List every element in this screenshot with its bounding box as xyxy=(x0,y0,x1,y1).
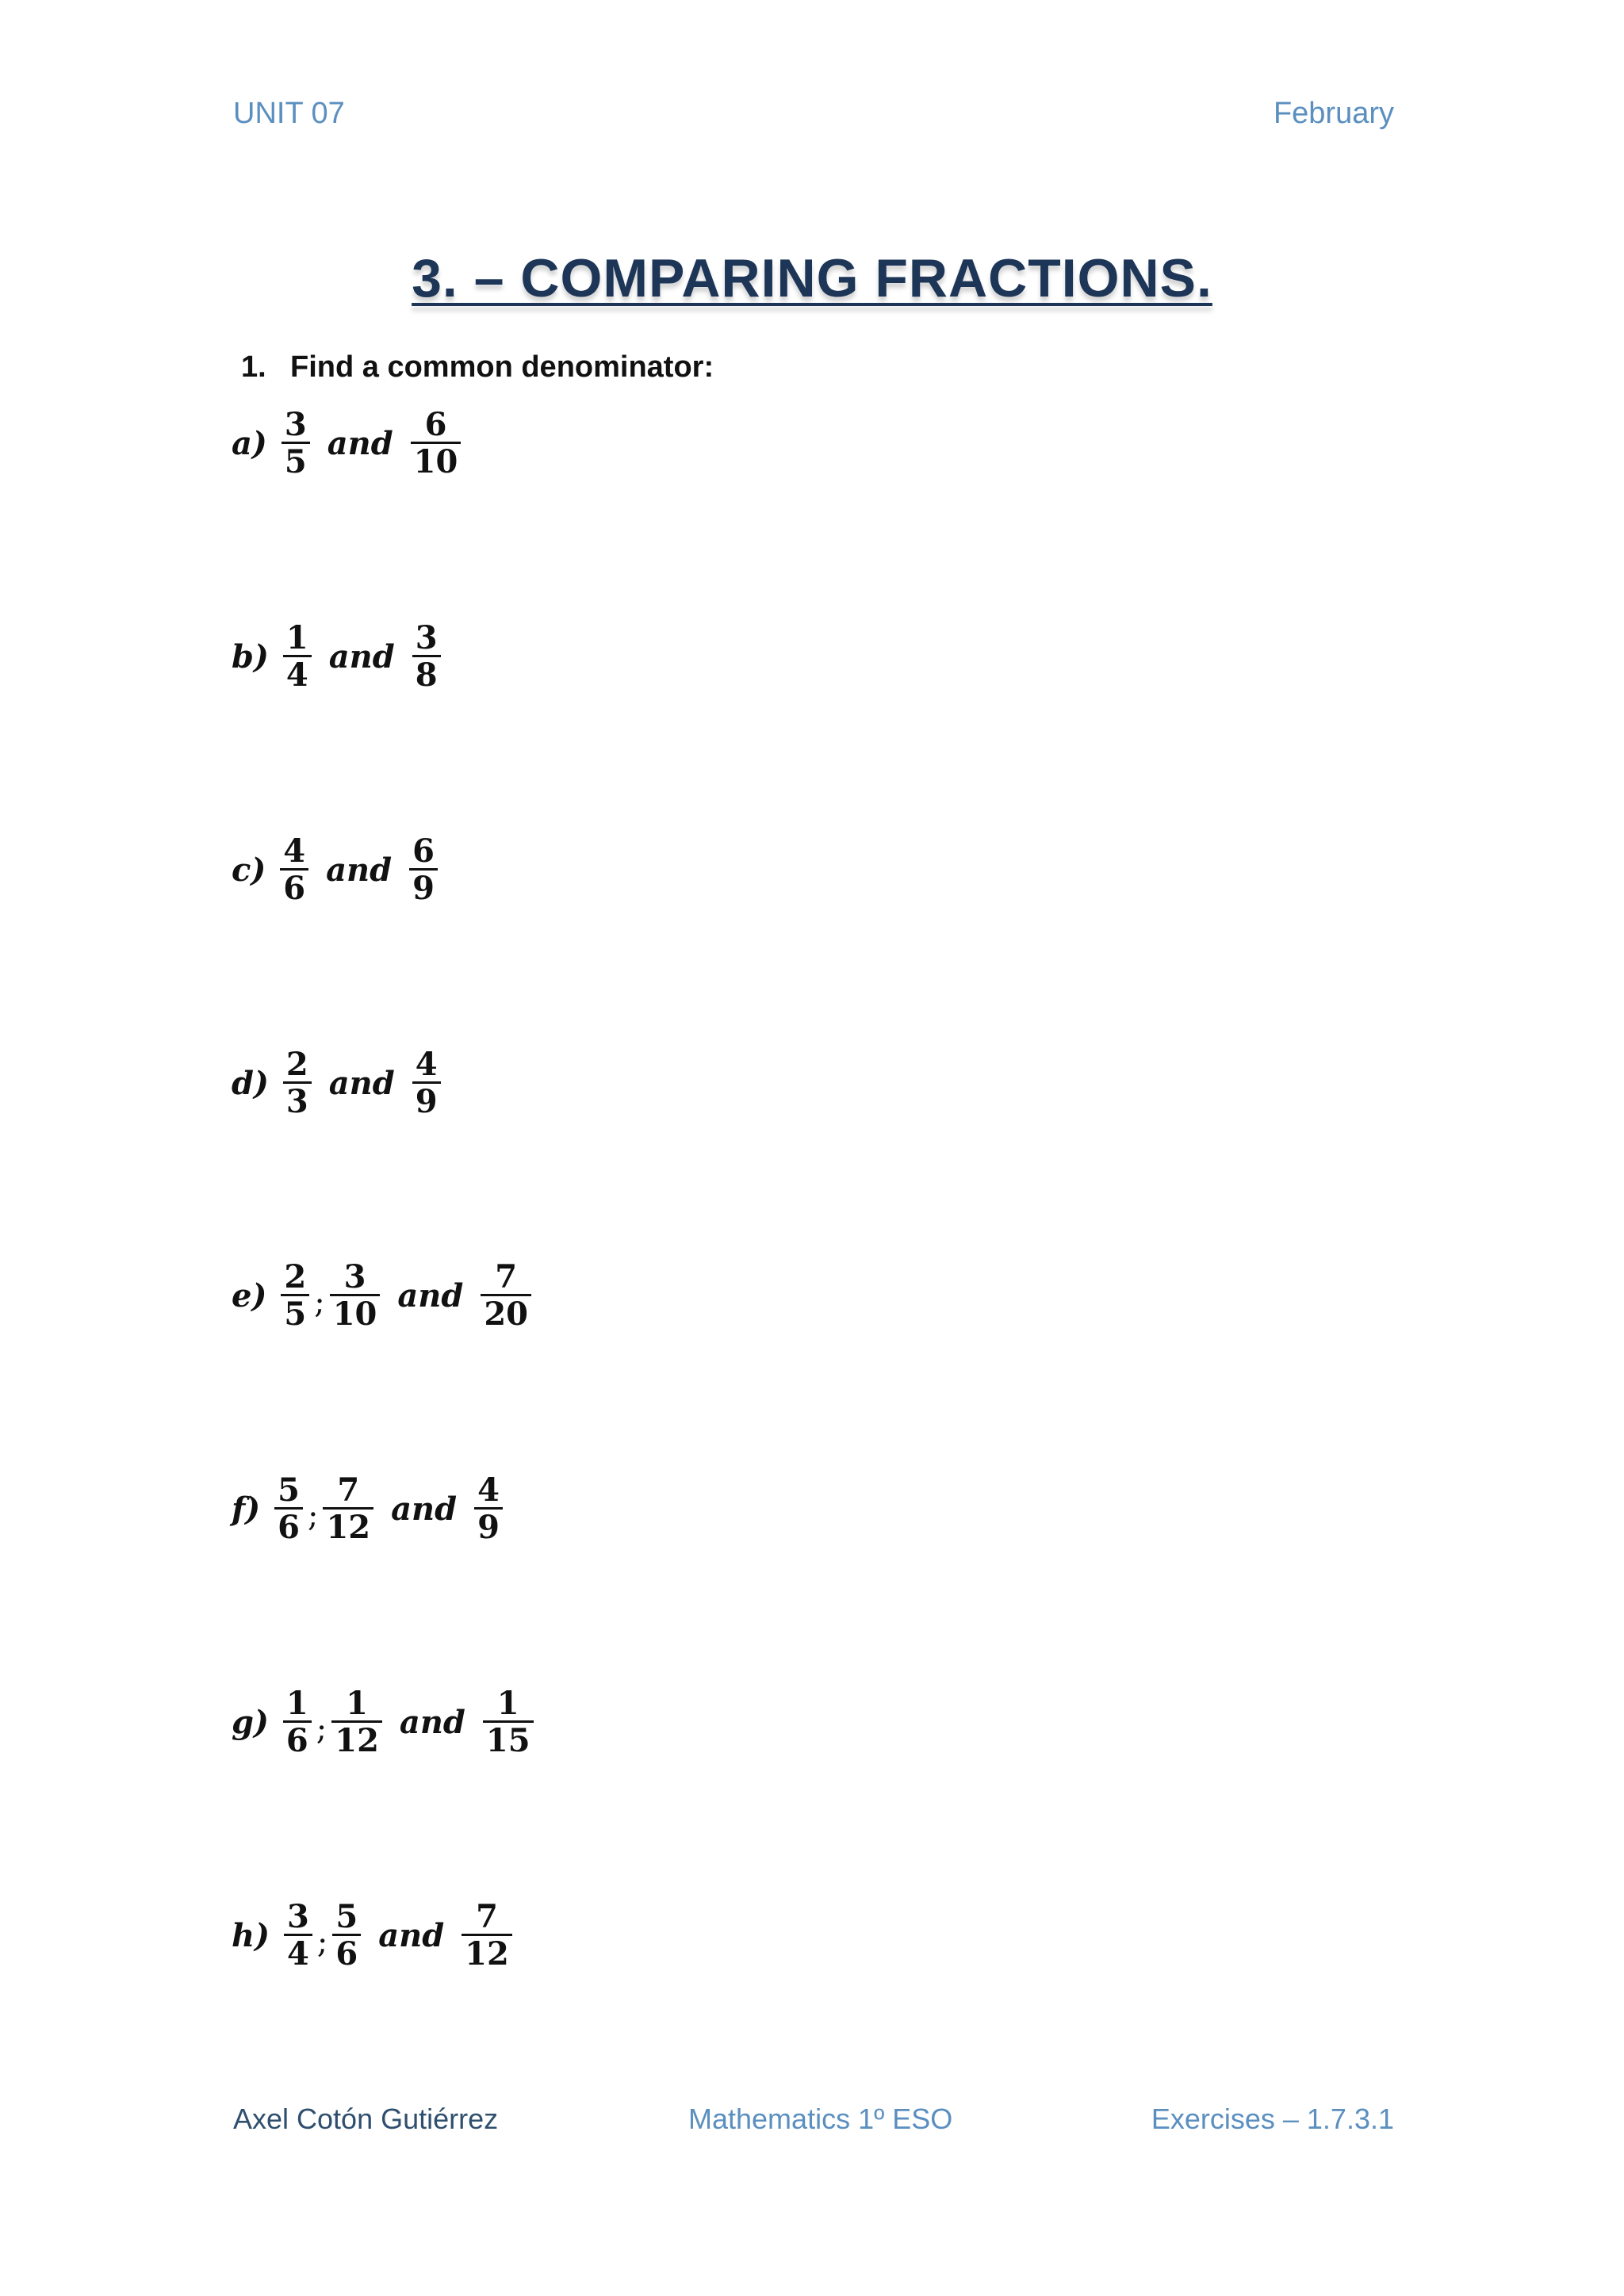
numerator: 7 xyxy=(337,1471,360,1509)
and-word: and xyxy=(328,1065,395,1102)
numerator: 3 xyxy=(415,619,438,656)
denominator: 9 xyxy=(474,1507,503,1544)
fraction xyxy=(331,1687,382,1758)
exercise-f xyxy=(232,1471,506,1546)
fraction xyxy=(323,1471,373,1546)
denominator: 6 xyxy=(332,1934,361,1971)
fraction xyxy=(483,1687,534,1758)
denominator: 5 xyxy=(281,1294,309,1331)
fraction xyxy=(283,1048,312,1119)
exercise-g xyxy=(232,1687,537,1758)
and-word: and xyxy=(397,1277,464,1314)
numerator: 3 xyxy=(284,406,307,443)
fraction xyxy=(274,1471,303,1546)
denominator: 12 xyxy=(323,1507,373,1544)
exercise-e xyxy=(232,1258,534,1333)
denominator: 6 xyxy=(283,1720,312,1758)
and-word: and xyxy=(326,851,393,889)
numerator: 4 xyxy=(415,1046,438,1083)
numerator: 5 xyxy=(278,1471,300,1509)
and-word: and xyxy=(327,425,393,462)
footer-author: Axel Cotón Gutiérrez xyxy=(233,2103,499,2135)
numerator: 4 xyxy=(477,1471,500,1509)
denominator: 10 xyxy=(411,442,462,479)
fraction xyxy=(409,832,438,907)
exercise-label: g) xyxy=(232,1704,269,1741)
exercise-label: f) xyxy=(232,1490,261,1528)
fraction xyxy=(481,1258,531,1333)
exercise-label: b) xyxy=(232,638,269,675)
and-word: and xyxy=(399,1704,465,1741)
separator: ; xyxy=(316,1710,327,1747)
and-word: and xyxy=(391,1490,458,1528)
exercise-h xyxy=(232,1900,515,1971)
numerator: 2 xyxy=(285,1046,308,1083)
numerator: 1 xyxy=(285,1685,308,1722)
fraction xyxy=(284,1900,312,1971)
fraction xyxy=(283,619,312,694)
exercise-label: e) xyxy=(232,1277,267,1314)
exercise-label: d) xyxy=(232,1065,269,1102)
fraction xyxy=(474,1471,503,1546)
numerator: 2 xyxy=(284,1258,307,1295)
denominator: 12 xyxy=(331,1720,382,1758)
footer-exercise-code: Exercises – 1.7.3.1 xyxy=(1151,2103,1394,2135)
instruction xyxy=(241,350,714,385)
fraction xyxy=(281,1258,309,1333)
numerator: 5 xyxy=(335,1898,358,1935)
footer-course: Mathematics 1º ESO xyxy=(688,2103,953,2135)
denominator: 15 xyxy=(483,1720,534,1758)
denominator: 6 xyxy=(274,1507,303,1544)
denominator: 8 xyxy=(412,655,441,692)
denominator: 10 xyxy=(330,1294,381,1331)
denominator: 12 xyxy=(462,1934,512,1971)
exercise-label: c) xyxy=(232,851,266,889)
fraction xyxy=(411,408,462,479)
numerator: 1 xyxy=(285,619,308,656)
denominator: 20 xyxy=(481,1294,531,1331)
fraction xyxy=(462,1900,512,1971)
header-unit: UNIT 07 xyxy=(233,97,345,130)
fraction xyxy=(280,832,308,907)
numerator: 1 xyxy=(496,1685,519,1722)
page-title-text: 3. – COMPARING FRACTIONS. xyxy=(412,248,1212,308)
instruction-text: Find a common denominator: xyxy=(290,350,714,384)
fraction xyxy=(283,1687,312,1758)
and-word: and xyxy=(378,1917,445,1954)
fraction xyxy=(282,408,310,479)
fraction xyxy=(412,1048,441,1119)
numerator: 6 xyxy=(424,406,447,443)
numerator: 4 xyxy=(283,832,306,870)
and-word: and xyxy=(328,638,395,675)
exercise-label: a) xyxy=(232,425,267,462)
numerator: 3 xyxy=(287,1898,309,1935)
exercise-b xyxy=(232,619,444,694)
fraction xyxy=(330,1258,381,1333)
numerator: 3 xyxy=(343,1258,366,1295)
exercise-a xyxy=(232,408,464,479)
header-month: February xyxy=(1273,97,1394,130)
exercise-label: h) xyxy=(232,1917,270,1954)
numerator: 7 xyxy=(476,1898,498,1935)
separator: ; xyxy=(314,1284,325,1321)
instruction-number: 1. xyxy=(241,350,266,384)
denominator: 4 xyxy=(283,655,312,692)
denominator: 4 xyxy=(284,1934,312,1971)
fraction xyxy=(412,619,441,694)
numerator: 1 xyxy=(346,1685,368,1722)
denominator: 6 xyxy=(280,868,308,905)
separator: ; xyxy=(316,1923,328,1961)
numerator: 7 xyxy=(495,1258,518,1295)
denominator: 5 xyxy=(282,442,310,479)
denominator: 3 xyxy=(283,1081,312,1119)
denominator: 9 xyxy=(412,1081,441,1119)
page-title xyxy=(0,247,1624,309)
denominator: 9 xyxy=(409,868,438,905)
fraction xyxy=(332,1900,361,1971)
exercise-c xyxy=(232,832,441,907)
numerator: 6 xyxy=(412,832,435,870)
exercise-d xyxy=(232,1048,444,1119)
separator: ; xyxy=(307,1497,319,1534)
